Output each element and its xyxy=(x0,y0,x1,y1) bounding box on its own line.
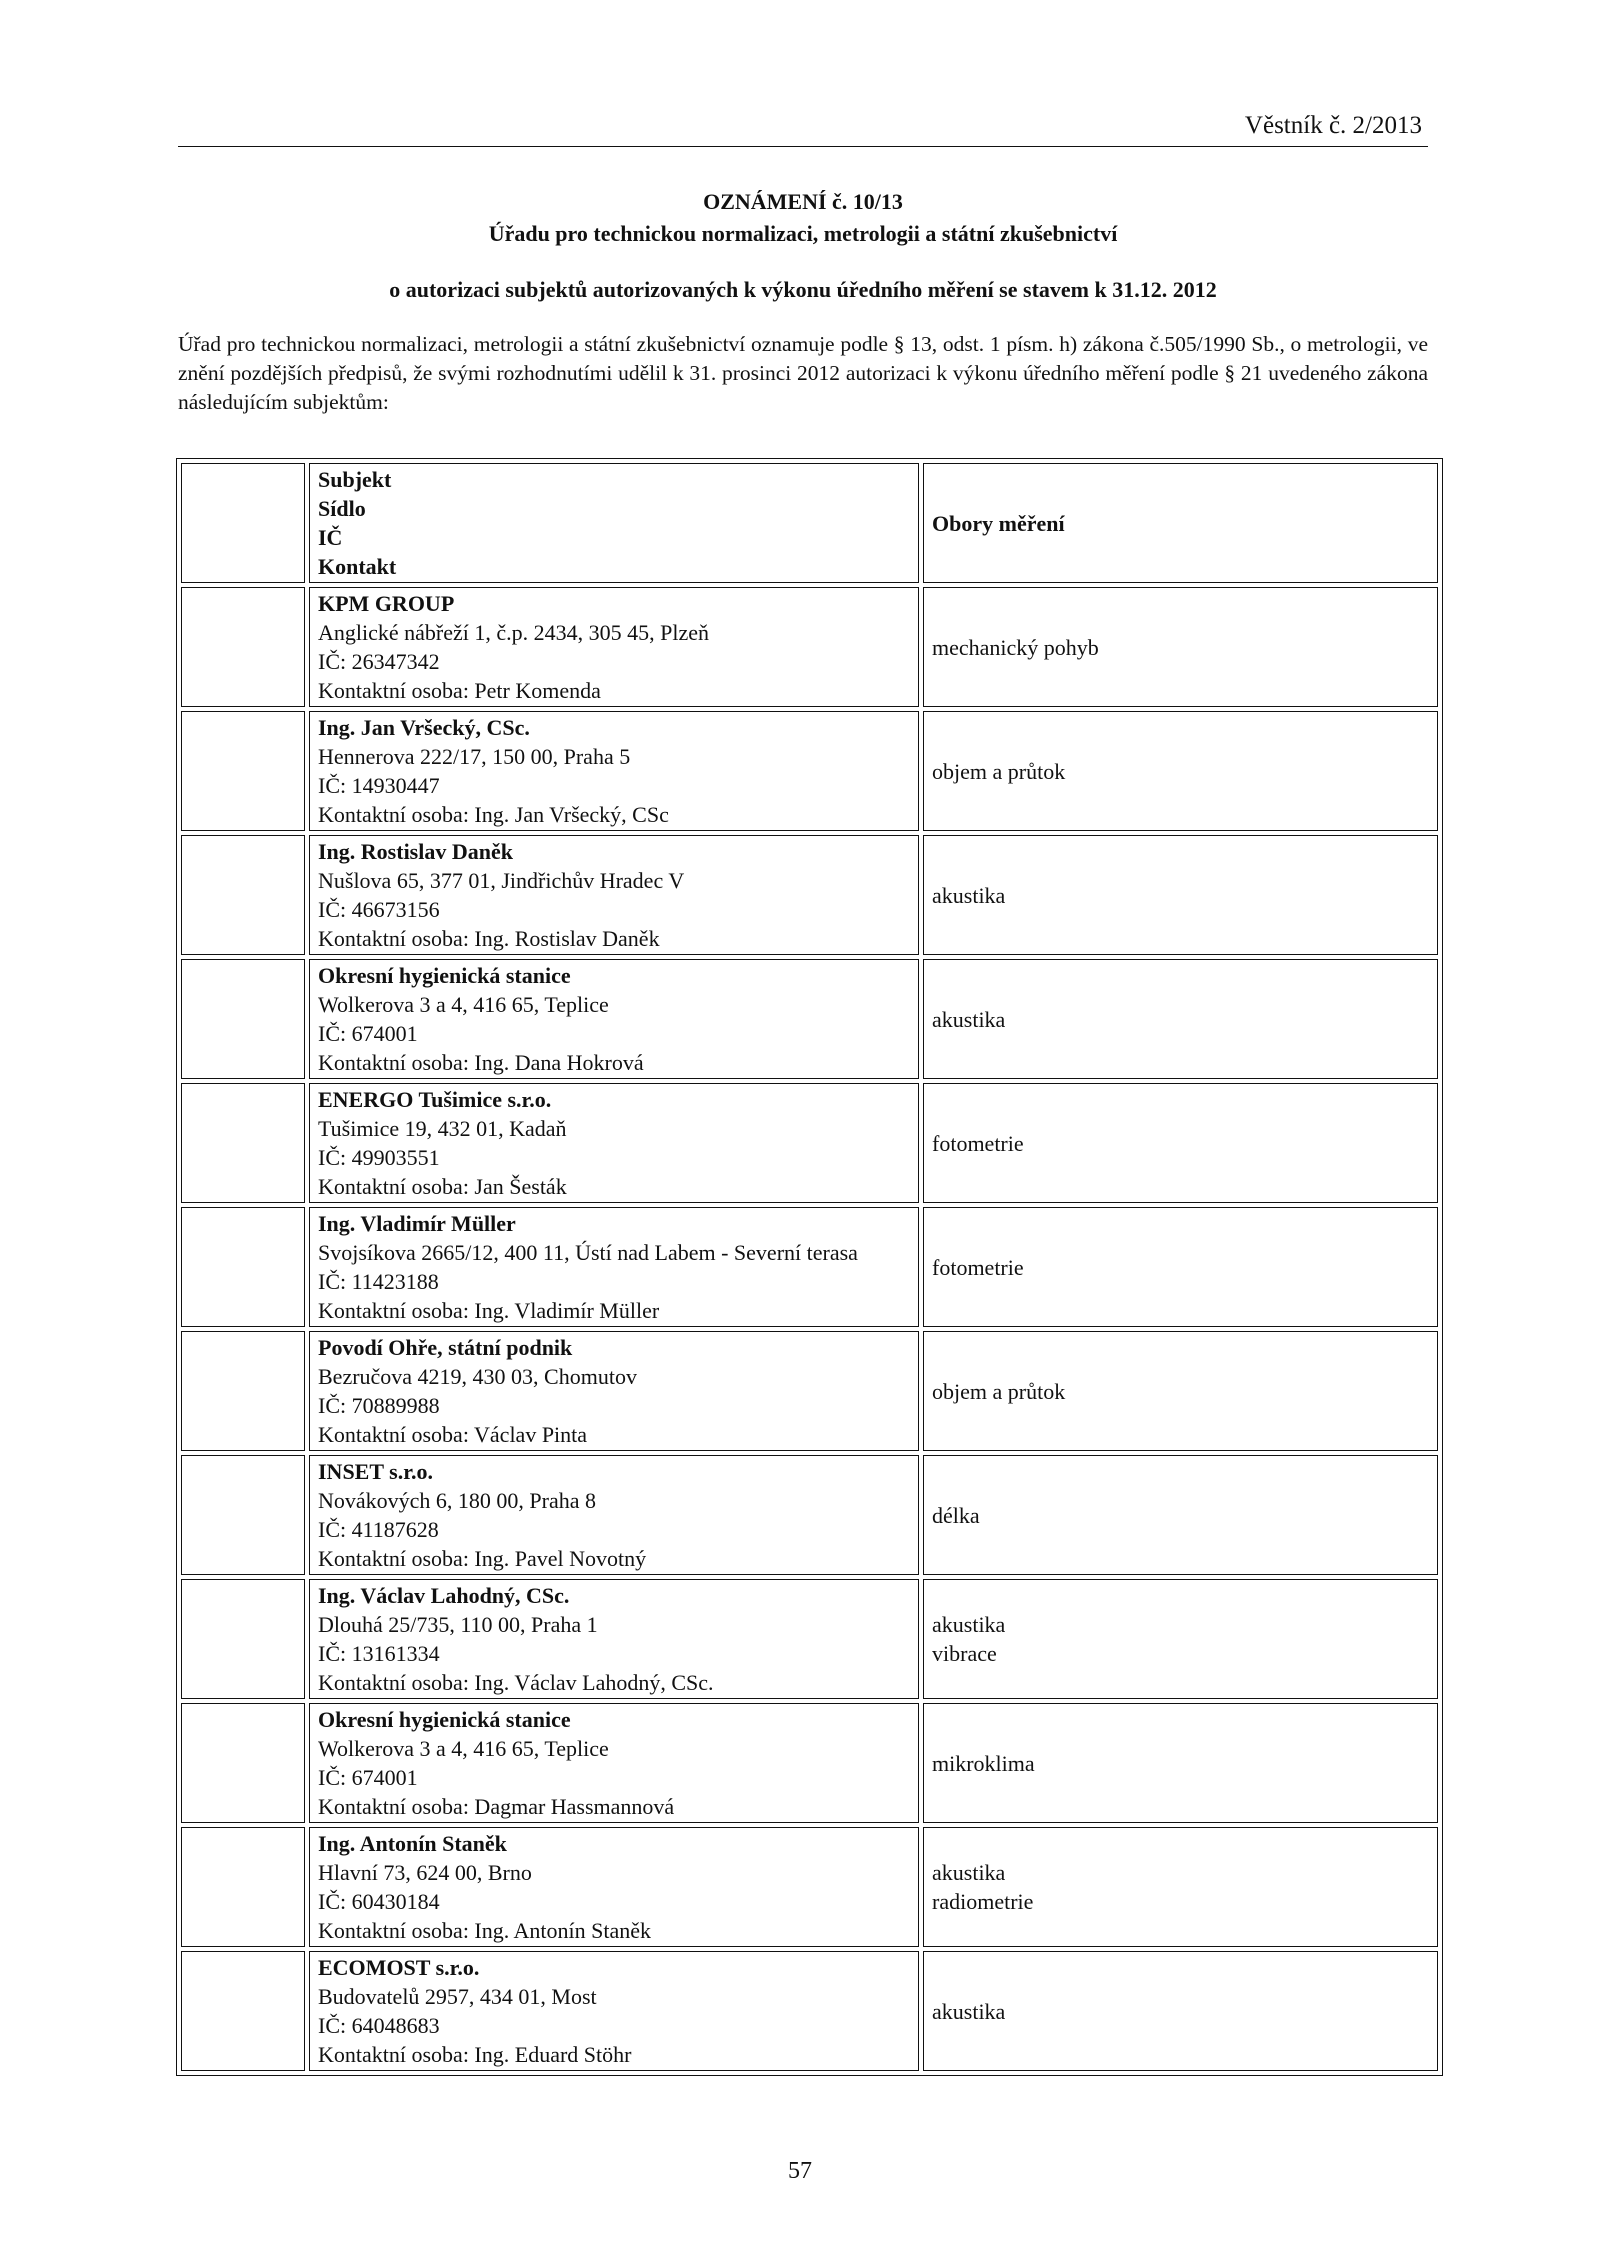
subject-cell xyxy=(309,1951,919,2071)
empty-cell xyxy=(181,835,305,955)
table-row xyxy=(181,1331,1438,1451)
subject-cell xyxy=(309,587,919,707)
table-row xyxy=(181,711,1438,831)
subject-contact: Kontaktní osoba: Ing. Dana Hokrová xyxy=(318,1050,644,1075)
fields-cell xyxy=(923,959,1438,1079)
office-title: Úřadu pro technickou normalizaci, metrologii a státní zkušebnictví xyxy=(488,221,1118,246)
measurement-field: akustika xyxy=(932,1612,1006,1637)
subject-title: o autorizaci subjektů autorizovaných k výkonu úředního měření se stavem k 31.12. 2012 xyxy=(389,277,1217,302)
fields-cell xyxy=(923,835,1438,955)
subject-ic: IČ: 64048683 xyxy=(318,2013,440,2038)
subject-cell xyxy=(309,1827,919,1947)
table-header-row xyxy=(181,463,1438,583)
subject-contact: Kontaktní osoba: Ing. Pavel Novotný xyxy=(318,1546,647,1571)
subject-cell xyxy=(309,1455,919,1575)
subject-contact: Kontaktní osoba: Jan Šesták xyxy=(318,1174,567,1199)
subject-address: Wolkerova 3 a 4, 416 65, Teplice xyxy=(318,992,609,1017)
subject-contact: Kontaktní osoba: Petr Komenda xyxy=(318,678,601,703)
table-row xyxy=(181,1703,1438,1823)
subject-name: Okresní hygienická stanice xyxy=(318,963,571,988)
subject-address: Anglické nábřeží 1, č.p. 2434, 305 45, Plzeň xyxy=(318,620,710,645)
bulletin-issue: Věstník č. 2/2013 xyxy=(1244,112,1422,139)
subject-cell xyxy=(309,1207,919,1327)
measurement-field: akustika xyxy=(932,1998,1006,2024)
subject-name: Ing. Jan Vršecký, CSc. xyxy=(318,715,530,740)
subject-cell xyxy=(309,711,919,831)
title-block xyxy=(178,186,1428,306)
table-row xyxy=(181,1951,1438,2071)
subject-contact: Kontaktní osoba: Václav Pinta xyxy=(318,1422,588,1447)
subject-cell xyxy=(309,1579,919,1699)
fields-cell xyxy=(923,1703,1438,1823)
measurement-field: délka xyxy=(932,1502,980,1528)
subject-ic: IČ: 49903551 xyxy=(318,1145,440,1170)
announcement-title: OZNÁMENÍ č. 10/13 xyxy=(703,189,903,214)
measurement-field: fotometrie xyxy=(932,1254,1024,1280)
fields-header-cell xyxy=(923,463,1438,583)
empty-cell xyxy=(181,1951,305,2071)
subject-address: Dlouhá 25/735, 110 00, Praha 1 xyxy=(318,1612,598,1637)
subject-name: ECOMOST s.r.o. xyxy=(318,1955,480,1980)
empty-cell xyxy=(181,959,305,1079)
measurement-field: mechanický pohyb xyxy=(932,634,1099,660)
subject-name: Ing. Vladimír Müller xyxy=(318,1211,516,1236)
subject-ic: IČ: 13161334 xyxy=(318,1641,440,1666)
measurement-field: akustika xyxy=(932,882,1006,908)
empty-cell xyxy=(181,1579,305,1699)
measurement-field: objem a průtok xyxy=(932,758,1066,784)
table-row xyxy=(181,959,1438,1079)
subject-header-line: IČ xyxy=(318,525,343,550)
table-row xyxy=(181,1579,1438,1699)
subject-contact: Kontaktní osoba: Dagmar Hassmannová xyxy=(318,1794,675,1819)
measurement-field: akustika xyxy=(932,1860,1006,1885)
subject-ic: IČ: 674001 xyxy=(318,1765,418,1790)
subject-cell xyxy=(309,1083,919,1203)
header-rule xyxy=(178,146,1428,147)
fields-header: Obory měření xyxy=(932,510,1065,536)
subject-name: KPM GROUP xyxy=(318,591,455,616)
subject-contact: Kontaktní osoba: Ing. Vladimír Müller xyxy=(318,1298,660,1323)
subject-header-line: Sídlo xyxy=(318,496,366,521)
measurement-field: objem a průtok xyxy=(932,1378,1066,1404)
subject-name: ENERGO Tušimice s.r.o. xyxy=(318,1087,552,1112)
subject-contact: Kontaktní osoba: Ing. Václav Lahodný, CSc. xyxy=(318,1670,714,1695)
fields-cell xyxy=(923,1827,1438,1947)
subject-address: Budovatelů 2957, 434 01, Most xyxy=(318,1984,597,2009)
subject-ic: IČ: 70889988 xyxy=(318,1393,440,1418)
subject-address: Tušimice 19, 432 01, Kadaň xyxy=(318,1116,567,1141)
fields-cell xyxy=(923,1455,1438,1575)
subject-cell xyxy=(309,959,919,1079)
fields-cell xyxy=(923,711,1438,831)
subject-contact: Kontaktní osoba: Ing. Jan Vršecký, CSc xyxy=(318,802,669,827)
subject-address: Hennerova 222/17, 150 00, Praha 5 xyxy=(318,744,631,769)
subject-name: Ing. Antonín Staněk xyxy=(318,1831,507,1856)
subject-address: Wolkerova 3 a 4, 416 65, Teplice xyxy=(318,1736,609,1761)
table-row xyxy=(181,1207,1438,1327)
subject-ic: IČ: 11423188 xyxy=(318,1269,439,1294)
empty-cell xyxy=(181,1703,305,1823)
subject-name: Ing. Václav Lahodný, CSc. xyxy=(318,1583,570,1608)
subject-ic: IČ: 60430184 xyxy=(318,1889,440,1914)
measurement-field: vibrace xyxy=(932,1641,997,1666)
measurement-field: fotometrie xyxy=(932,1130,1024,1156)
subject-name: Ing. Rostislav Daněk xyxy=(318,839,513,864)
subject-header-line: Kontakt xyxy=(318,554,397,579)
subject-contact: Kontaktní osoba: Ing. Rostislav Daněk xyxy=(318,926,660,951)
subject-address: Svojsíkova 2665/12, 400 11, Ústí nad Labem - Severní terasa xyxy=(318,1240,858,1265)
empty-cell xyxy=(181,711,305,831)
subject-contact: Kontaktní osoba: Ing. Eduard Stöhr xyxy=(318,2042,632,2067)
subject-ic: IČ: 26347342 xyxy=(318,649,440,674)
table-row xyxy=(181,1455,1438,1575)
subject-address: Nušlova 65, 377 01, Jindřichův Hradec V xyxy=(318,868,685,893)
subject-cell xyxy=(309,835,919,955)
fields-cell xyxy=(923,587,1438,707)
subject-name: Okresní hygienická stanice xyxy=(318,1707,571,1732)
fields-cell xyxy=(923,1207,1438,1327)
subject-name: INSET s.r.o. xyxy=(318,1459,433,1484)
intro-paragraph: Úřad pro technickou normalizaci, metrologii a státní zkušebnictví oznamuje podle § 13, odst. 1 písm. h) zákona č.505/1990 Sb., o metrologii, ve znění pozdějších předpisů, že svými rozhodnutími udělil k 31. prosinci 2012 autorizaci k výkonu úředního měření podle § 21 uvedeného zákona následujícím subjektům: xyxy=(178,332,1428,414)
measurement-field: akustika xyxy=(932,1006,1006,1032)
empty-cell xyxy=(181,1331,305,1451)
table-row xyxy=(181,1827,1438,1947)
subject-address: Bezručova 4219, 430 03, Chomutov xyxy=(318,1364,637,1389)
empty-cell xyxy=(181,587,305,707)
authorization-table xyxy=(176,458,1443,2076)
subject-cell xyxy=(309,1703,919,1823)
subject-ic: IČ: 674001 xyxy=(318,1021,418,1046)
subject-contact: Kontaktní osoba: Ing. Antonín Staněk xyxy=(318,1918,652,1943)
subject-address: Hlavní 73, 624 00, Brno xyxy=(318,1860,532,1885)
fields-cell xyxy=(923,1331,1438,1451)
subject-header-cell xyxy=(309,463,919,583)
table-row xyxy=(181,1083,1438,1203)
empty-cell xyxy=(181,1083,305,1203)
subject-ic: IČ: 46673156 xyxy=(318,897,440,922)
empty-cell xyxy=(181,1827,305,1947)
subject-header-line: Subjekt xyxy=(318,467,392,492)
subject-address: Novákových 6, 180 00, Praha 8 xyxy=(318,1488,597,1513)
table-row xyxy=(181,587,1438,707)
fields-cell xyxy=(923,1083,1438,1203)
fields-cell xyxy=(923,1579,1438,1699)
empty-cell xyxy=(181,1207,305,1327)
subject-ic: IČ: 14930447 xyxy=(318,773,440,798)
measurement-field: radiometrie xyxy=(932,1889,1034,1914)
subject-name: Povodí Ohře, státní podnik xyxy=(318,1335,573,1360)
measurement-field: mikroklima xyxy=(932,1750,1035,1776)
empty-cell xyxy=(181,463,305,583)
subject-ic: IČ: 41187628 xyxy=(318,1517,439,1542)
page-number: 57 xyxy=(788,2158,812,2184)
subject-cell xyxy=(309,1331,919,1451)
table-row xyxy=(181,835,1438,955)
fields-cell xyxy=(923,1951,1438,2071)
empty-cell xyxy=(181,1455,305,1575)
